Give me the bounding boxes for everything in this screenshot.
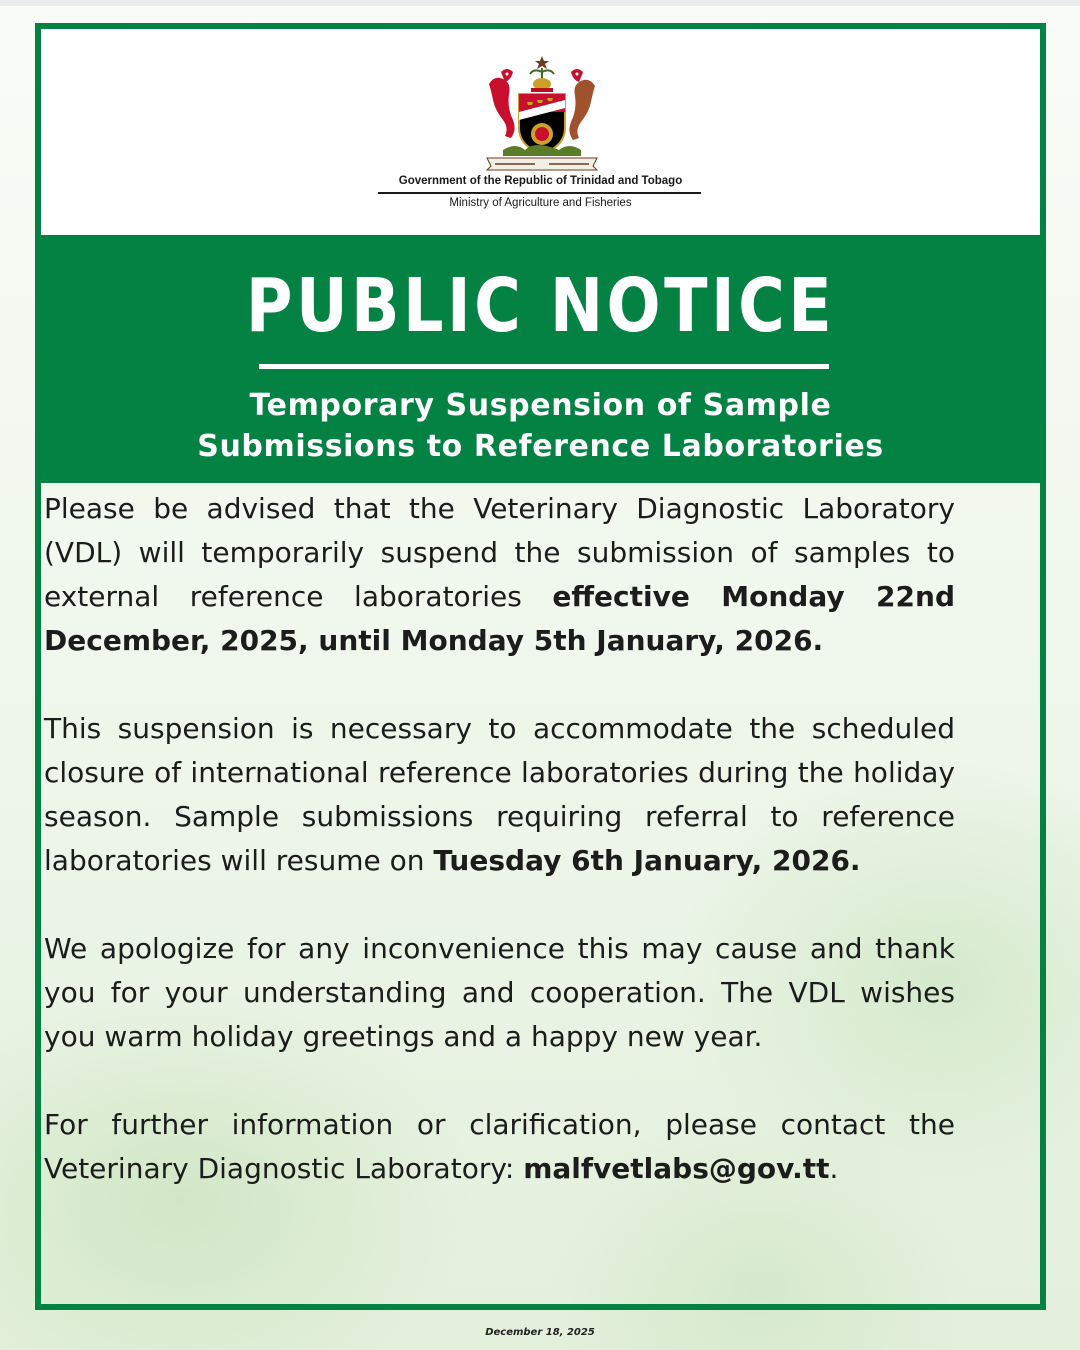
ministry-name: Ministry of Agriculture and Fisheries <box>449 197 632 209</box>
footer-date: December 18, 2025 <box>485 1327 595 1338</box>
paragraph-1 <box>44 487 955 663</box>
title-banner <box>41 235 1040 483</box>
subtitle-line-1: Temporary Suspension of Sample <box>249 388 832 423</box>
paragraph-2-resume-date: Tuesday 6th January, 2026. <box>433 844 861 877</box>
paragraph-3-text: We apologize for any inconvenience this may cause and thank you for your understanding and cooperation. The VDL wishes you warm holiday greetings and a happy new year. <box>44 932 955 1053</box>
paragraph-3 <box>44 927 955 1059</box>
contact-email[interactable]: malfvetlabs@gov.tt <box>523 1152 830 1185</box>
page-title: PUBLIC NOTICE <box>245 263 836 349</box>
government-name: Government of the Republic of Trinidad and Tobago <box>398 175 683 187</box>
notice-subtitle <box>41 385 1040 467</box>
paragraph-2 <box>44 707 955 883</box>
header-divider <box>378 192 701 194</box>
coat-of-arms-icon <box>479 54 605 172</box>
paragraph-4-end: . <box>829 1152 839 1185</box>
top-strip <box>0 0 1080 6</box>
paragraph-1-dates: effective Monday 22nd December, 2025, until Monday 5th January, 2026. <box>44 580 955 657</box>
subtitle-line-2: Submissions to Reference Laboratories <box>197 429 884 464</box>
paragraph-4-text: For further information or clarification, please contact the Veterinary Diagnostic Laboratory: <box>44 1108 955 1185</box>
paragraph-1-text: Please be advised that the Veterinary Diagnostic Laboratory (VDL) will temporarily suspend the submission of samples to external reference laboratories <box>44 492 955 613</box>
title-underline <box>259 364 829 369</box>
paragraph-2-text: This suspension is necessary to accommodate the scheduled closure of international reference laboratories during the holiday season. Sample submissions requiring referral to reference laboratories will resume on <box>44 712 955 877</box>
paragraph-4 <box>44 1103 955 1191</box>
notice-body <box>44 487 955 1191</box>
header <box>41 29 1040 235</box>
